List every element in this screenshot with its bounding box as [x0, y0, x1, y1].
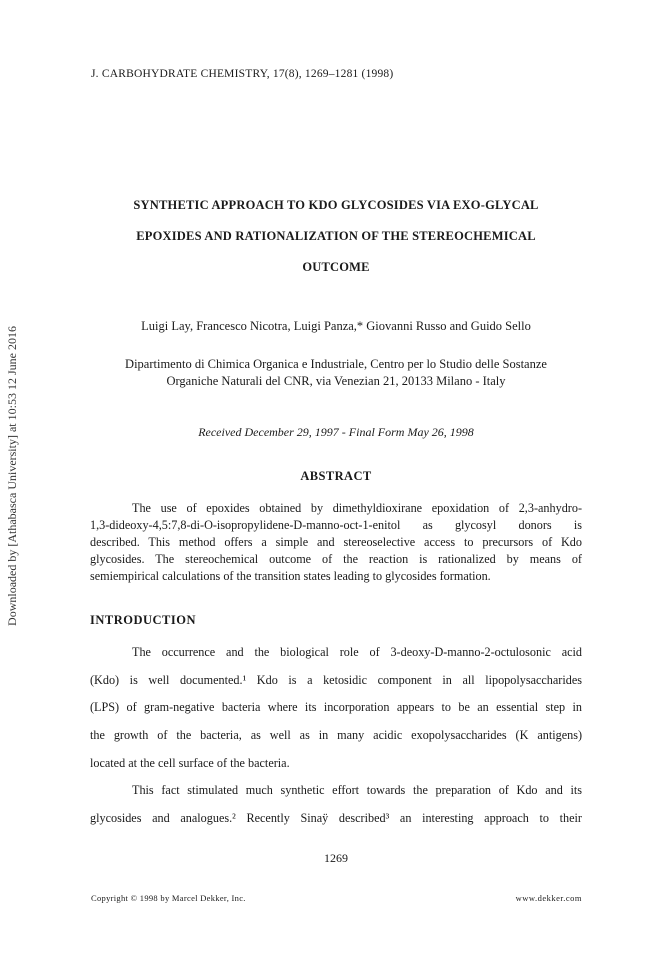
intro-line: (Kdo) is well documented.¹ Kdo is a ketosidic component in all lipopolysaccharides	[90, 672, 582, 687]
author-list: Luigi Lay, Francesco Nicotra, Luigi Panza,* Giovanni Russo and Guido Sello	[141, 319, 531, 333]
affiliation	[90, 356, 582, 390]
abstract-line: 1,3-dideoxy-4,5:7,8-di-O-isopropylidene-D-manno-oct-1-enitol as glycosyl donors is	[90, 518, 582, 532]
intro-line: located at the cell surface of the bacteria.	[90, 755, 290, 770]
received-dates: Received December 29, 1997 - Final Form May 26, 1998	[198, 425, 474, 439]
abstract-line: The use of epoxides obtained by dimethyldioxirane epoxidation of 2,3-anhydro-	[132, 501, 582, 515]
journal-citation: J. CARBOHYDRATE CHEMISTRY, 17(8), 1269–1281 (1998)	[91, 68, 394, 80]
intro-line: glycosides and analogues.² Recently Sinaÿ described³ an interesting approach to their	[90, 811, 582, 826]
abstract-line: glycosides. The stereochemical outcome of the reaction is rationalized by means of	[90, 552, 582, 566]
intro-line: The occurrence and the biological role of 3-deoxy-D-manno-2-octulosonic acid	[132, 645, 582, 659]
download-stamp: Downloaded by [Athabasca University] at 10:53 12 June 2016	[5, 326, 19, 626]
intro-line: This fact stimulated much synthetic effort towards the preparation of Kdo and its	[132, 783, 582, 798]
affiliation-line: Dipartimento di Chimica Organica e Industriale, Centro per lo Studio delle Sostanze	[125, 357, 547, 371]
copyright-notice: Copyright © 1998 by Marcel Dekker, Inc.	[91, 893, 246, 903]
title-line: OUTCOME	[302, 260, 370, 274]
article-title	[90, 197, 582, 290]
introduction-text	[90, 644, 582, 838]
introduction-heading: INTRODUCTION	[90, 613, 197, 627]
abstract-line: semiempirical calculations of the transition states leading to glycosides formation.	[90, 569, 491, 583]
affiliation-line: Organiche Naturali del CNR, via Venezian 21, 20133 Milano - Italy	[166, 374, 506, 388]
abstract-line: described. This method offers a simple and stereoselective access to precursors of Kdo	[90, 535, 582, 549]
title-line: EPOXIDES AND RATIONALIZATION OF THE STEREOCHEMICAL	[136, 229, 536, 243]
abstract-heading: ABSTRACT	[300, 469, 372, 483]
title-line: SYNTHETIC APPROACH TO KDO GLYCOSIDES VIA EXO-GLYCAL	[133, 198, 539, 212]
abstract-text	[90, 500, 582, 585]
intro-line: the growth of the bacteria, as well as in many acidic exopolysaccharides (K antigens)	[90, 728, 582, 743]
page-number: 1269	[324, 851, 348, 865]
publisher-website: www.dekker.com	[515, 893, 582, 903]
intro-line: (LPS) of gram-negative bacteria where its incorporation appears to be an essential step in	[90, 700, 582, 715]
